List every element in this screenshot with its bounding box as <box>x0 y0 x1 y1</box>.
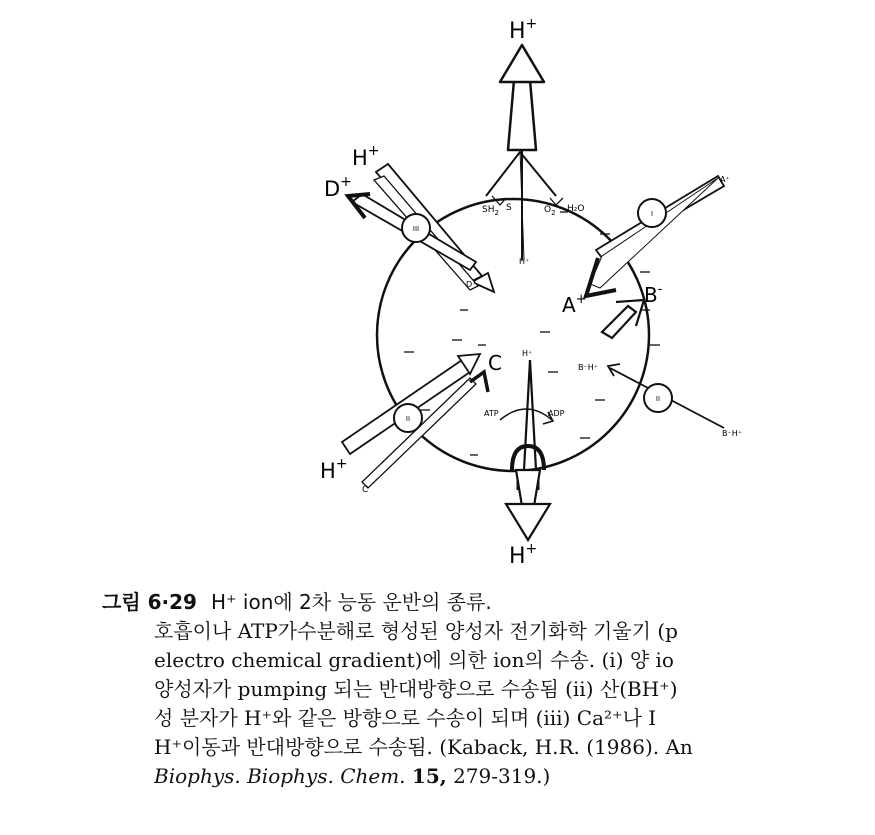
label-a-outside: A⁺ <box>720 175 730 184</box>
label-h-upper-left: H+ <box>352 143 380 170</box>
atpase-pump <box>500 360 553 540</box>
label-s: S <box>506 203 512 213</box>
caption-line: 호흡이나 ATP가수분해로 형성된 양성자 전기화학 기울기 (p <box>154 619 678 643</box>
label-a-inside: A+ <box>562 292 587 317</box>
label-c-outside: C <box>362 485 369 495</box>
label-h-top: H+ <box>509 16 538 44</box>
label-h-bottom: H+ <box>509 541 538 569</box>
caption-line: 양성자가 pumping 되는 반대방향으로 수송됨 (ⅱ) 산(BH⁺) <box>154 677 678 701</box>
caption-line: H⁺이동과 반대방향으로 수송됨. (Kaback, H.R. (1986). An <box>154 735 693 759</box>
carrier-ii-left-label: II <box>405 415 411 423</box>
top-proton-arrow <box>486 45 563 260</box>
b-minus-arrow <box>602 300 644 338</box>
caption-reference <box>154 762 872 791</box>
label-sh2: $SH_2$ <box>482 205 499 217</box>
label-h-channel-top: H⁺ <box>519 257 530 266</box>
caption-line: 성 분자가 H⁺와 같은 방향으로 수송이 되며 (ⅲ) Ca²⁺나 I <box>154 706 657 730</box>
label-atp: ATP <box>484 409 499 418</box>
label-bh-inside: B⁻H⁺ <box>578 363 598 372</box>
caption-line: electro chemical gradient)에 의한 ion의 수송. (ⅰ) 양 io <box>154 648 674 672</box>
carrier-i-label: I <box>650 210 654 218</box>
caption-body <box>102 617 872 791</box>
label-h-lower-left: H+ <box>320 456 348 483</box>
label-b-inside: B- <box>644 282 663 307</box>
label-c-inside: C <box>488 351 502 375</box>
label-adp: ADP <box>548 409 565 418</box>
label-bh-outside: B⁻H⁺ <box>722 429 742 438</box>
label-d-plus: D+ <box>324 174 352 201</box>
ref-volume: 15, <box>411 764 447 788</box>
ref-journal: Biophys. Biophys. Chem. <box>154 764 406 788</box>
label-o2: $O_2$ <box>544 205 556 217</box>
label-h2o: H₂O <box>567 204 585 214</box>
caption-title-line <box>102 588 872 617</box>
figure-number: 그림 6·29 <box>102 590 197 614</box>
label-h-center: H⁺ <box>522 349 533 358</box>
ref-pages: 279-319.) <box>453 764 551 788</box>
figure-title: H⁺ ion에 2차 능동 운반의 종류. <box>210 590 492 614</box>
carrier-ii-right-label: II <box>655 395 661 403</box>
figure-caption <box>102 588 872 791</box>
carrier-iii-label: III <box>412 225 420 233</box>
label-d-inside: D⁺ <box>466 280 477 289</box>
